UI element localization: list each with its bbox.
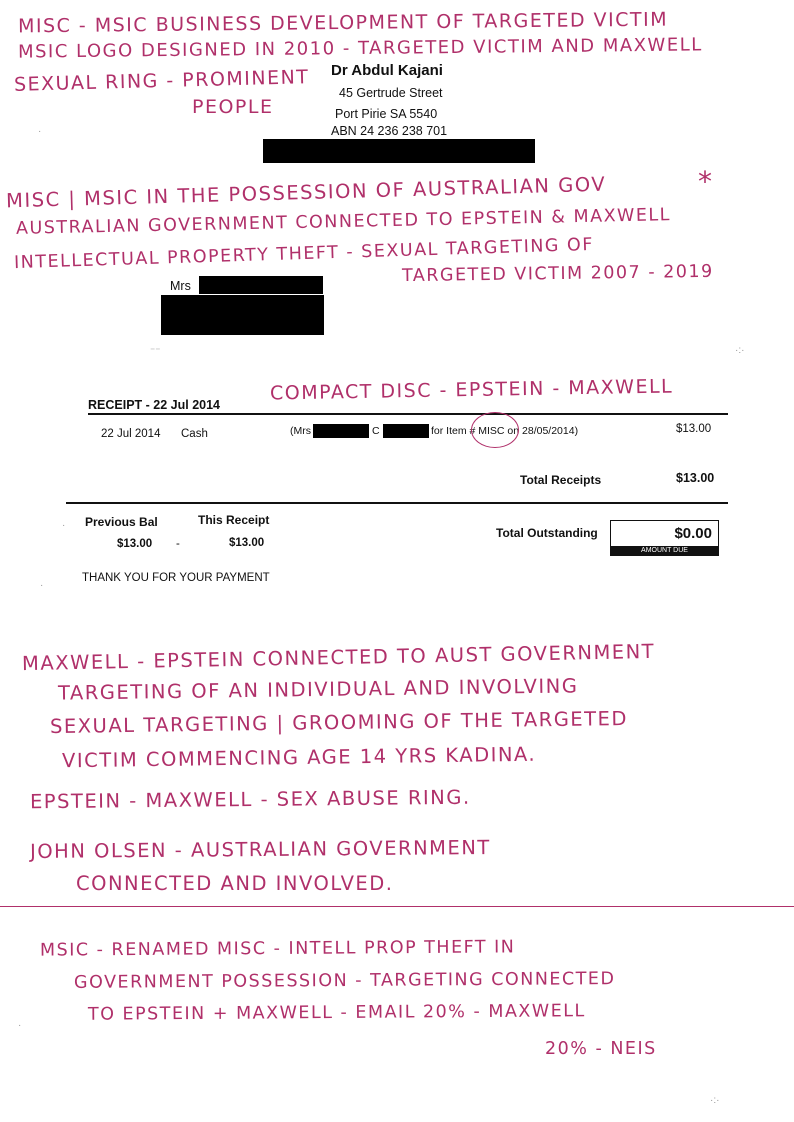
annotation-top-line-3: SEXUAL RING - PROMINENT [13,66,310,96]
receipt-line-desc-prefix: (Mrs [290,425,311,437]
redaction-bar [383,424,429,438]
this-receipt-value: $13.00 [229,537,265,549]
redaction-bar [199,276,323,294]
annotation-lower-4-line-4: 20% - NEIS [545,1039,657,1059]
receipt-heading: RECEIPT - 22 Jul 2014 [88,398,221,412]
divider-line [0,906,794,907]
annotation-lower-1-line-1: MAXWELL - EPSTEIN CONNECTED TO AUST GOVERNMENT [21,639,656,676]
total-receipts-label: Total Receipts [520,473,602,487]
annotation-lower-3-line-1: JOHN OLSEN - AUSTRALIAN GOVERNMENT [29,835,491,864]
letterhead-abn: ABN 24 236 238 701 [331,124,448,138]
annotation-lower-1-line-3: SEXUAL TARGETING | GROOMING OF THE TARGETED [49,706,629,739]
receipt-mid-rule [66,502,728,504]
previous-bal-label: Previous Bal [85,515,158,529]
annotation-lower-2: EPSTEIN - MAXWELL - SEX ABUSE RING. [29,785,471,814]
annotation-lower-4-line-2: GOVERNMENT POSSESSION - TARGETING CONNECTED [73,969,616,993]
annotation-top-line-1: MISC - MSIC BUSINESS DEVELOPMENT OF TARGETED VICTIM [17,8,669,38]
recipient-salutation: Mrs [170,279,191,293]
letterhead-street: 45 Gertrude Street [339,86,443,100]
receipt-line-method: Cash [181,428,208,440]
annotation-middle-line-3: INTELLECTUAL PROPERTY THEFT - SEXUAL TARGETING OF [13,234,595,274]
total-receipts-value: $13.00 [676,471,715,485]
receipt-line-amount: $13.00 [676,423,712,435]
total-outstanding-label: Total Outstanding [496,526,598,540]
redaction-bar [263,139,535,163]
receipt-line-date: 22 Jul 2014 [101,428,161,440]
annotation-receipt-note: COMPACT DISC - EPSTEIN - MAXWELL [269,375,674,405]
redaction-bar [161,295,324,335]
annotation-lower-4-line-1: MSIC - RENAMED MISC - INTELL PROP THEFT IN [39,937,516,961]
circle-mark [471,412,519,448]
annotation-top-line-2: MSIC LOGO DESIGNED IN 2010 - TARGETED VICTIM AND MAXWELL [17,34,703,63]
annotation-lower-3-line-2: CONNECTED AND INVOLVED. [76,872,394,895]
star-icon: * [698,165,712,198]
previous-bal-value: $13.00 [117,538,153,550]
annotation-middle-line-2: AUSTRALIAN GOVERNMENT CONNECTED TO EPSTEIN & MAXWELL [15,205,672,239]
thank-you-message: THANK YOU FOR YOUR PAYMENT [82,572,270,584]
annotation-middle-line-1: MISC | MSIC IN THE POSSESSION OF AUSTRALIAN GOV [5,172,607,213]
redaction-bar [313,424,369,438]
balance-dash: - [176,538,180,550]
receipt-top-rule [88,413,728,415]
amount-due-box [610,520,719,556]
letterhead-name: Dr Abdul Kajani [331,62,443,79]
amount-due-value: $0.00 [674,525,712,542]
annotation-lower-4-line-3: TO EPSTEIN + MAXWELL - EMAIL 20% - MAXWELL [87,1001,586,1025]
receipt-line-desc-item: for Item # MISC on 28/05/2014) [431,425,579,437]
annotation-lower-1-line-4: VICTIM COMMENCING AGE 14 YRS KADINA. [61,742,537,773]
annotation-lower-1-line-2: TARGETING OF AN INDIVIDUAL AND INVOLVING [57,674,579,705]
this-receipt-label: This Receipt [198,513,270,527]
amount-due-label: AMOUNT DUE [611,546,718,555]
annotation-middle-line-4: TARGETED VICTIM 2007 - 2019 [401,261,714,287]
annotation-top-line-4: PEOPLE [192,96,274,118]
receipt-line-desc-mid: C [372,425,380,437]
letterhead-city: Port Pirie SA 5540 [335,107,438,121]
